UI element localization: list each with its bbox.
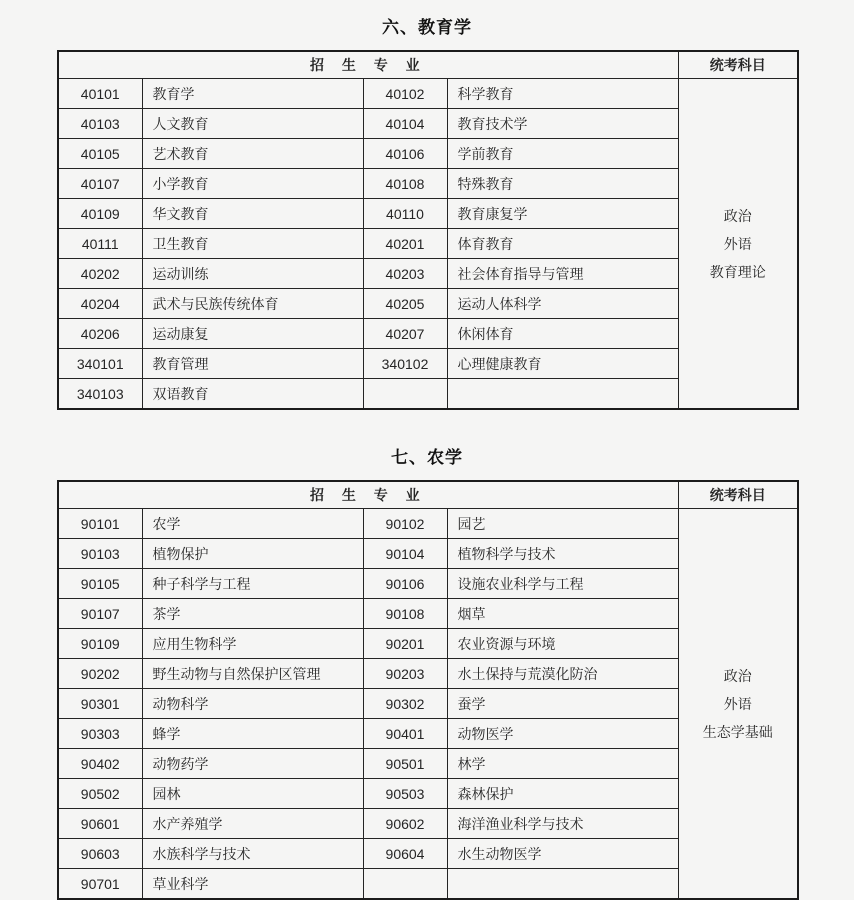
section-title-agriculture: 七、农学 xyxy=(391,448,463,467)
major-code-cell: 340101 xyxy=(58,349,142,379)
major-code-cell: 90108 xyxy=(363,599,447,629)
major-code-cell: 40107 xyxy=(58,169,142,199)
major-name-cell: 教育康复学 xyxy=(447,199,678,229)
major-code-cell: 90302 xyxy=(363,689,447,719)
major-name-cell: 海洋渔业科学与技术 xyxy=(447,809,678,839)
major-code-cell: 40201 xyxy=(363,229,447,259)
major-code-cell xyxy=(363,869,447,900)
subjects-header-cell: 统考科目 xyxy=(678,51,798,79)
table-body xyxy=(58,79,798,410)
major-code-cell: 40108 xyxy=(363,169,447,199)
major-code-cell: 90103 xyxy=(58,539,142,569)
major-name-cell: 学前教育 xyxy=(447,139,678,169)
major-code-cell: 40101 xyxy=(58,79,142,109)
major-name-cell: 设施农业科学与工程 xyxy=(447,569,678,599)
major-code-cell: 40109 xyxy=(58,199,142,229)
major-name-cell: 运动训练 xyxy=(142,259,363,289)
major-name-cell: 卫生教育 xyxy=(142,229,363,259)
major-name-cell: 教育学 xyxy=(142,79,363,109)
major-code-cell: 90503 xyxy=(363,779,447,809)
major-name-cell: 艺术教育 xyxy=(142,139,363,169)
major-name-cell: 科学教育 xyxy=(447,79,678,109)
major-name-cell: 蚕学 xyxy=(447,689,678,719)
major-name-cell: 人文教育 xyxy=(142,109,363,139)
major-name-cell: 小学教育 xyxy=(142,169,363,199)
exam-subjects-cell xyxy=(678,509,798,900)
major-code-cell: 40105 xyxy=(58,139,142,169)
subjects-header-cell: 统考科目 xyxy=(678,481,798,509)
major-code-cell: 90104 xyxy=(363,539,447,569)
major-code-cell: 40106 xyxy=(363,139,447,169)
major-name-cell: 农学 xyxy=(142,509,363,539)
major-code-cell: 90301 xyxy=(58,689,142,719)
major-code-cell: 40206 xyxy=(58,319,142,349)
major-name-cell: 林学 xyxy=(447,749,678,779)
major-code-cell: 90502 xyxy=(58,779,142,809)
major-code-cell xyxy=(363,379,447,410)
major-name-cell: 水产养殖学 xyxy=(142,809,363,839)
major-code-cell: 40103 xyxy=(58,109,142,139)
major-name-cell: 双语教育 xyxy=(142,379,363,410)
exam-subject: 外语 xyxy=(723,695,752,712)
major-code-cell: 40204 xyxy=(58,289,142,319)
major-code-cell: 90603 xyxy=(58,839,142,869)
major-name-cell: 烟草 xyxy=(447,599,678,629)
major-name-cell: 教育技术学 xyxy=(447,109,678,139)
education-majors-table xyxy=(57,50,799,410)
exam-subject: 生态学基础 xyxy=(702,723,773,740)
major-name-cell: 园林 xyxy=(142,779,363,809)
major-name-cell: 体育教育 xyxy=(447,229,678,259)
major-name-cell: 水土保持与荒漠化防治 xyxy=(447,659,678,689)
major-name-cell: 应用生物科学 xyxy=(142,629,363,659)
major-name-cell: 植物科学与技术 xyxy=(447,539,678,569)
major-code-cell: 90202 xyxy=(58,659,142,689)
exam-subject: 政治 xyxy=(723,667,752,684)
major-name-cell xyxy=(447,379,678,410)
major-code-cell: 90601 xyxy=(58,809,142,839)
exam-subject: 外语 xyxy=(723,235,752,252)
table-row xyxy=(58,509,798,539)
major-code-cell: 90401 xyxy=(363,719,447,749)
major-code-cell: 40202 xyxy=(58,259,142,289)
majors-header-cell: 招 生 专 业 xyxy=(58,51,678,79)
major-code-cell: 340102 xyxy=(363,349,447,379)
major-name-cell: 蜂学 xyxy=(142,719,363,749)
major-name-cell: 动物科学 xyxy=(142,689,363,719)
major-code-cell: 90501 xyxy=(363,749,447,779)
major-code-cell: 90201 xyxy=(363,629,447,659)
major-name-cell: 心理健康教育 xyxy=(447,349,678,379)
major-name-cell: 武术与民族传统体育 xyxy=(142,289,363,319)
agriculture-majors-table xyxy=(57,480,799,900)
major-name-cell: 运动人体科学 xyxy=(447,289,678,319)
major-code-cell: 90109 xyxy=(58,629,142,659)
major-code-cell: 340103 xyxy=(58,379,142,410)
major-name-cell: 草业科学 xyxy=(142,869,363,900)
header-row xyxy=(58,481,798,509)
major-code-cell: 90101 xyxy=(58,509,142,539)
table-body xyxy=(58,509,798,900)
exam-subjects-cell xyxy=(678,79,798,410)
major-name-cell: 运动康复 xyxy=(142,319,363,349)
major-name-cell: 野生动物与自然保护区管理 xyxy=(142,659,363,689)
major-name-cell: 动物医学 xyxy=(447,719,678,749)
major-code-cell: 40111 xyxy=(58,229,142,259)
section-title-education: 六、教育学 xyxy=(382,18,472,37)
major-name-cell: 园艺 xyxy=(447,509,678,539)
exam-subject: 政治 xyxy=(723,207,752,224)
major-code-cell: 40207 xyxy=(363,319,447,349)
table-row xyxy=(58,79,798,109)
major-name-cell xyxy=(447,869,678,900)
major-code-cell: 90701 xyxy=(58,869,142,900)
majors-header-cell: 招 生 专 业 xyxy=(58,481,678,509)
major-name-cell: 休闲体育 xyxy=(447,319,678,349)
major-name-cell: 茶学 xyxy=(142,599,363,629)
table-header xyxy=(58,481,798,509)
major-code-cell: 40102 xyxy=(363,79,447,109)
major-name-cell: 社会体育指导与管理 xyxy=(447,259,678,289)
major-name-cell: 动物药学 xyxy=(142,749,363,779)
major-code-cell: 90402 xyxy=(58,749,142,779)
exam-subject: 教育理论 xyxy=(709,263,766,280)
major-code-cell: 90106 xyxy=(363,569,447,599)
major-name-cell: 华文教育 xyxy=(142,199,363,229)
major-code-cell: 90107 xyxy=(58,599,142,629)
table-header xyxy=(58,51,798,79)
major-name-cell: 教育管理 xyxy=(142,349,363,379)
major-code-cell: 90303 xyxy=(58,719,142,749)
major-code-cell: 90604 xyxy=(363,839,447,869)
major-name-cell: 水生动物医学 xyxy=(447,839,678,869)
header-row xyxy=(58,51,798,79)
major-code-cell: 40203 xyxy=(363,259,447,289)
major-code-cell: 90105 xyxy=(58,569,142,599)
major-code-cell: 40205 xyxy=(363,289,447,319)
major-code-cell: 90602 xyxy=(363,809,447,839)
major-name-cell: 水族科学与技术 xyxy=(142,839,363,869)
major-name-cell: 农业资源与环境 xyxy=(447,629,678,659)
major-code-cell: 40104 xyxy=(363,109,447,139)
major-name-cell: 种子科学与工程 xyxy=(142,569,363,599)
major-name-cell: 植物保护 xyxy=(142,539,363,569)
major-code-cell: 90102 xyxy=(363,509,447,539)
major-code-cell: 90203 xyxy=(363,659,447,689)
major-name-cell: 森林保护 xyxy=(447,779,678,809)
major-name-cell: 特殊教育 xyxy=(447,169,678,199)
major-code-cell: 40110 xyxy=(363,199,447,229)
